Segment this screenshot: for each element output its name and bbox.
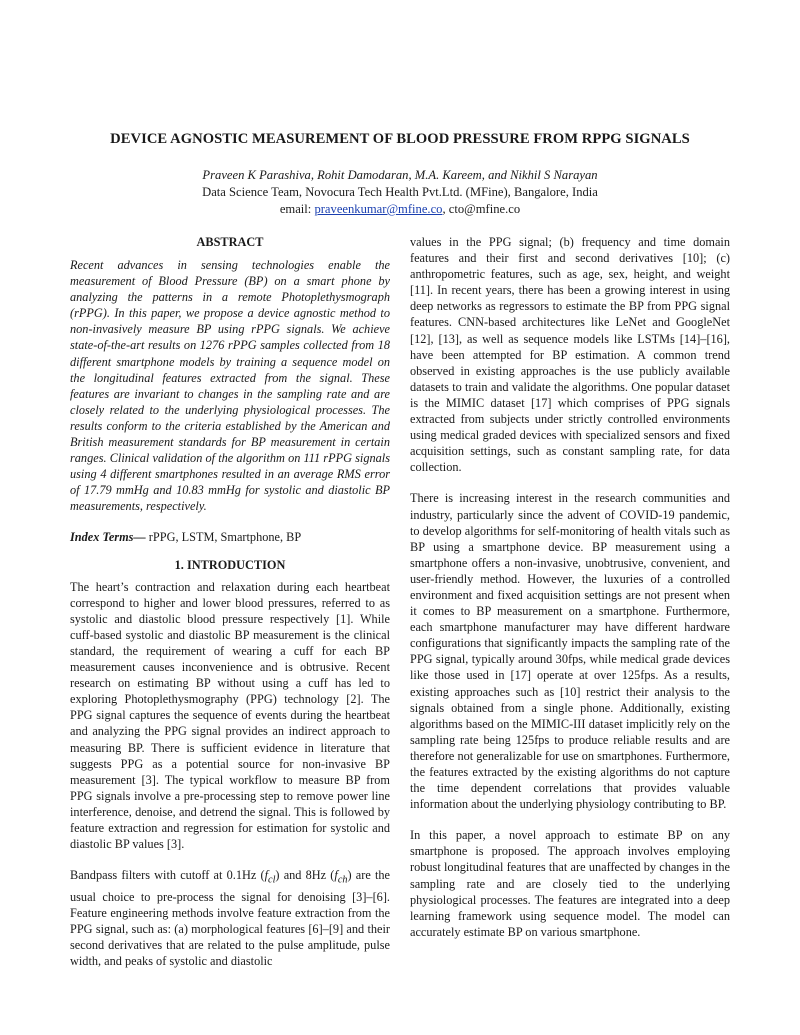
math-f-cl [264,868,276,886]
abstract-heading: ABSTRACT [196,235,264,249]
introduction-heading: 1. INTRODUCTION [174,557,286,572]
math-sub-ch: ch [337,874,348,886]
right-column [410,234,730,940]
index-terms-text: rPPG, LSTM, Smartphone, BP [145,529,302,544]
index-terms-label: Index Terms— [70,529,146,544]
intro-paragraph-2 [70,867,390,969]
intro-paragraph-2-continued: values in the PPG signal; (b) frequency and time domain features and their first and second derivatives [10]; (c) anthropometric features, such as age, sex, height, and weight [11]. In recent years, there has been a growing interest in using deep networks as regressors to estimate the BP from PPG signal features. CNN-based architectures like LeNet and GoogleNet [12], [13], as well as sequence models like LSTMs [14]–[16], have been attempted for BP estimation. A common trend observed in existing approaches is the use publicly available datasets to train and validate the algorithms. One popular dataset is the MIMIC dataset [17] which comprises of PPG signals extracted from subjects under strictly controlled environments using medical graded devices with specialized sensors and fixed acquisition settings, such as constant sampling rate, for data collection. [410,235,730,475]
math-f-ch [334,868,348,886]
intro-paragraph-4: In this paper, a novel approach to estimate BP on any smartphone is proposed. The approach involves employing robust longitudinal features that are unaffected by changes in the sampling rate and are closely tied to the underlying physiological processes. The features are integrated into a deep learning framework using sequence model. The model can accurately estimate BP on various smartphone. [410,828,730,939]
abstract-text: Recent advances in sensing technologies enable the measurement of Blood Pressure (BP) on a smart phone by analyzing the patterns in a remote Photoplethysmograph (rPPG). In this paper, we propose a device agnostic method to non-invasively measure BP using rPPG signals. We achieve state-of-the-art results on 1276 rPPG samples collected from 18 different smartphone models by training a sequence model on the longitudinal features extracted from the signal. These features are invariant to changes in the sampling rate and are closely related to the underlying physiological processes. The results conform to the criteria established by the American and British measurement standards for BP measurement in certain ranges. Clinical validation of the algorithm on 111 rPPG signals using 4 different smartphones resulted in an average RMS error of 17.79 mmHg and 10.83 mmHg for systolic and diastolic BP measurements, respectively. [70,258,390,514]
affiliation: Data Science Team, Novocura Tech Health Pvt.Ltd. (MFine), Bangalore, India [202,185,598,199]
para2-text-b: ) and 8Hz ( [275,868,335,883]
author-names: Praveen K Parashiva, Rohit Damodaran, M.A. Kareem, and Nikhil S Narayan [202,168,598,182]
email-line [0,201,800,218]
para2-text-a: Bandpass filters with cutoff at 0.1Hz ( [70,868,265,883]
math-f1: f [264,868,269,883]
intro-paragraph-3: There is increasing interest in the research communities and industry, particularly since the advent of COVID-19 pandemic, to develop algorithms for self-monitoring of health vitals such as BP using a smartphone device. BP measurement using a smartphone offers a non-invasive, unobtrusive, convenient, and user-friendly method. However, the luxuries of a controlled environment and fixed acquisition settings are not present when it comes to BP measurement on a smartphone. Furthermore, each smartphone manufacturer may have different hardware configurations that significantly impacts the sampling rate of the PPG signal, typically around 30fps, while medical grade devices like those used in [17] operate at over 125fps. As a results, existing approaches such as [10] restrict their analysis to the signals obtained from a single phone. Additionally, existing algorithms based on the MIMIC-III dataset implicitly rely on the sampling rate being 125fps to produce reliable results and are therefore not generalizable for use on smartphones. Furthermore, the features extracted by the existing algorithms do not capture the time dependent correlations that provides valuable information about the underlying physiology contributing to BP. [410,491,730,812]
left-column [70,234,390,969]
intro-paragraph-1: The heart’s contraction and relaxation during each heartbeat correspond to higher and lower blood pressures, referred to as systolic and diastolic blood pressure respectively [1]. While cuff-based systolic and diastolic BP measurement is the clinical standard, the requirement of wearing a cuff for each BP measurement causes inconvenience and is obtrusive. Recent research on estimating BP without using a cuff has led to exploring Photoplethysmography (PPG) technology [2]. The PPG signal captures the sequence of events during the heartbeat and analyzing the PPG signal provides an indirect approach to measuring BP. There is sufficient evidence in literature that suggests PPG as a potential source for non-invasive BP measurement [3]. The typical workflow to measure BP from PPG signals involve a pre-processing step to remove power line interference, denoise, and detrend the signal. This is followed by feature extraction and regression for estimation for systolic and diastolic BP values [3]. [70,579,390,852]
paper-title: DEVICE AGNOSTIC MEASUREMENT OF BLOOD PRESSURE FROM RPPG SIGNALS [110,131,690,147]
math-sub-cl: cl [268,874,276,886]
email-label: email: [279,202,315,216]
index-terms [70,529,390,545]
email-separator: , [442,202,449,216]
para2-text-c: ) are the usual choice to pre-process the signal for denoising [3]–[6]. Feature engineering methods involve feature extraction from the PPG signal, such as: (a) morphological features [6]–[9] and their second derivatives that are related to the pulse amplitude, pulse width, and peaks of systolic and diastolic [70,868,391,969]
email-link[interactable]: praveenkumar@mfine.co [314,202,443,216]
math-f2: f [334,868,338,883]
email-secondary: cto@mfine.co [448,202,521,216]
author-block [0,167,800,218]
